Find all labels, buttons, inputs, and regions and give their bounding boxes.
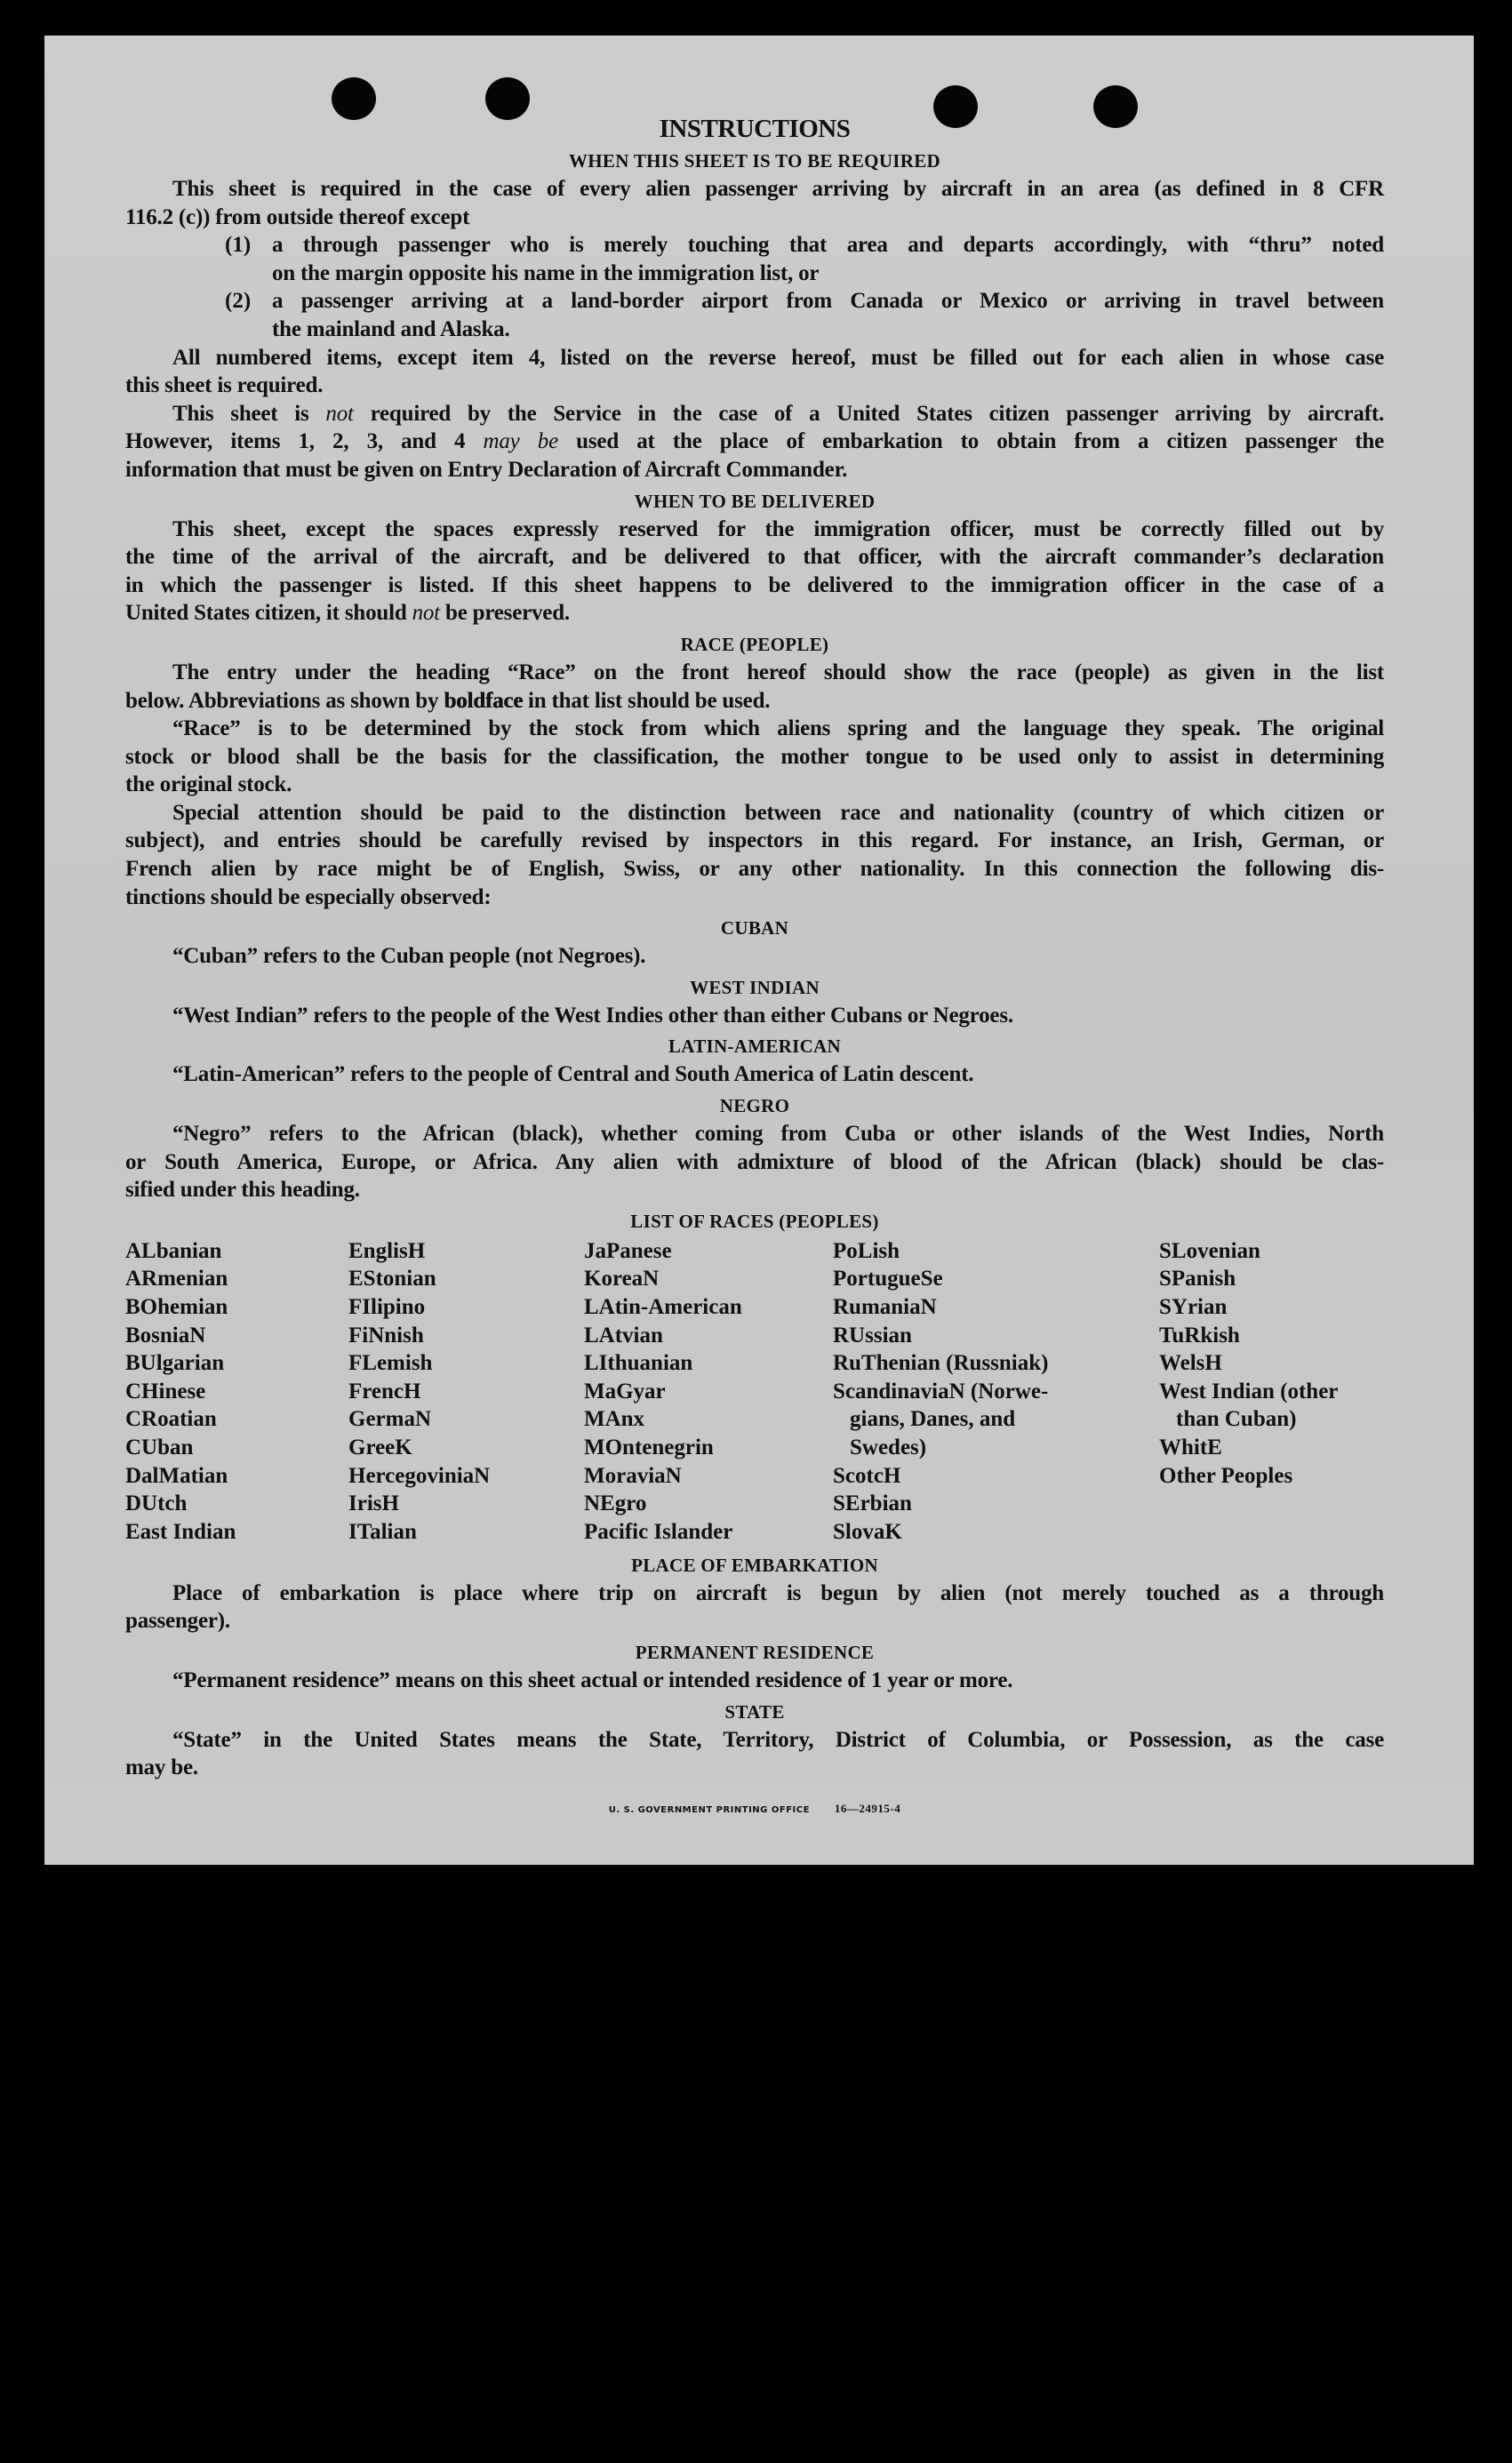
race-entry: BosniaN: [125, 1323, 206, 1347]
text-run: “State” in the United States means the State, Territory, District of Columbia, or Possession, as the case: [172, 1727, 1384, 1752]
italic-text: not: [325, 401, 354, 426]
text-line: [125, 204, 1384, 232]
race-entry: LIthuanian: [584, 1351, 693, 1376]
text-run: United States citizen, it should: [125, 601, 412, 626]
text-line: [272, 287, 1384, 316]
section-permanent-residence: [125, 1639, 1384, 1695]
text-run: sified under this heading.: [125, 1178, 360, 1203]
text-line: [125, 659, 1384, 687]
race-entry: BUlgarian: [125, 1351, 225, 1376]
text-line: [125, 1148, 1384, 1177]
italic-text: may be: [483, 429, 558, 454]
race-entry-line: ScandinaviaN (Norwe-: [833, 1379, 1049, 1403]
section-latin-american: [125, 1033, 1384, 1089]
text-line: [125, 543, 1384, 572]
race-entry: EStonian: [348, 1267, 436, 1291]
race-entry: HercegoviniaN: [348, 1463, 491, 1488]
text-run: “Cuban” refers to the Cuban people (not Negroes).: [172, 944, 646, 969]
text-line: [125, 1726, 1384, 1755]
race-entry-line: than Cuban): [1176, 1407, 1297, 1432]
paragraph: [125, 1579, 1384, 1635]
race-entry: CUban: [125, 1435, 194, 1459]
text-line: [125, 799, 1384, 828]
printer-imprint: [125, 1802, 1384, 1816]
race-entry: SErbian: [833, 1491, 912, 1516]
text-run: “Latin-American” refers to the people of Central and South America of Latin descent.: [172, 1062, 974, 1087]
section-list-of-races-peoples: [125, 1208, 1384, 1548]
race-entry: SLovenian: [1159, 1238, 1260, 1263]
paragraph: [125, 1667, 1384, 1695]
text-run: This sheet is: [172, 401, 326, 426]
text-run: subject), and entries should be carefully revised by inspectors in this regard. For instance, an Irish, German, or: [125, 828, 1384, 853]
text-line: [125, 855, 1384, 884]
text-run: All numbered items, except item 4, listed on the reverse hereof, must be filled out for each alien in whose case: [172, 345, 1384, 370]
race-entry: LAtin-American: [584, 1295, 742, 1319]
text-line: [125, 572, 1384, 600]
race-entry: FLemish: [348, 1351, 433, 1376]
race-entry: LAtvian: [584, 1323, 663, 1347]
text-line: [125, 344, 1384, 372]
race-entry-line: Swedes): [850, 1435, 927, 1459]
race-entry: MoraviaN: [584, 1463, 682, 1488]
paragraph: [125, 344, 1384, 400]
races-column: [1159, 1237, 1338, 1490]
text-line: [125, 1667, 1384, 1695]
races-column: [584, 1237, 742, 1547]
text-run: required by the Service in the case of a United States citizen passenger arriving by aircraft.: [353, 401, 1385, 426]
instruction-sheet: [44, 36, 1474, 1865]
text-line: [125, 428, 1384, 456]
section-heading: RACE (PEOPLE): [680, 633, 829, 655]
races-column: [833, 1237, 1048, 1547]
race-entry: East Indian: [125, 1519, 236, 1544]
text-line: [125, 687, 1384, 716]
paragraph: [125, 715, 1384, 799]
text-run: “Negro” refers to the African (black), whether coming from Cuba or other islands of the West Indies, North: [172, 1122, 1384, 1147]
text-line: [125, 1754, 1384, 1782]
paragraph: [125, 799, 1384, 911]
paragraph: [125, 1002, 1384, 1030]
text-run: or South America, Europe, or Africa. Any alien with admixture of blood of the African (black) should be clas-: [125, 1149, 1384, 1174]
section-heading: WEST INDIAN: [690, 976, 820, 998]
section-heading: PERMANENT RESIDENCE: [635, 1642, 875, 1663]
section-negro: [125, 1092, 1384, 1204]
text-line: [125, 456, 1384, 484]
race-entry: SYrian: [1159, 1295, 1228, 1319]
races-column: [125, 1237, 236, 1547]
text-run: “Race” is to be determined by the stock from which aliens spring and the language they speak. The original: [172, 716, 1384, 741]
race-entry: DUtch: [125, 1491, 188, 1516]
paragraph: [125, 516, 1384, 628]
form-code: 16—24915-4: [834, 1801, 901, 1815]
race-entry: FIlipino: [348, 1295, 426, 1319]
text-run: This sheet is required in the case of every alien passenger arriving by aircraft in an area (as defined in 8 CFR: [172, 177, 1384, 201]
section-state: [125, 1699, 1384, 1782]
text-line: [125, 175, 1384, 204]
race-entry: NEgro: [584, 1491, 647, 1516]
race-entry: RUssian: [833, 1323, 912, 1347]
page-title: INSTRUCTIONS: [659, 115, 851, 143]
text-run: stock or blood shall be the basis for the classification, the mother tongue to be used only to assist in determining: [125, 744, 1384, 769]
boldface-text: boldface: [444, 688, 523, 713]
race-entry: CHinese: [125, 1379, 206, 1403]
paragraph: [125, 659, 1384, 715]
section-when-to-be-delivered: [125, 488, 1384, 628]
text-line: [125, 771, 1384, 799]
text-line: [125, 1002, 1384, 1030]
races-list: [125, 1237, 1384, 1548]
race-entry: PoLish: [833, 1238, 900, 1263]
race-entry: TuRkish: [1159, 1323, 1240, 1347]
text-run: this sheet is required.: [125, 373, 324, 398]
sections: [125, 148, 1384, 1782]
text-line: [125, 599, 1384, 628]
race-entry: [833, 1378, 1048, 1462]
section-heading: CUBAN: [720, 917, 789, 940]
race-entry: FrencH: [348, 1379, 421, 1403]
text-run: tinctions should be especially observed:: [125, 884, 492, 909]
race-entry: ScotcH: [833, 1463, 901, 1488]
race-entry: PortugueSe: [833, 1267, 943, 1291]
race-entry: MaGyar: [584, 1379, 666, 1403]
text-line: [125, 1176, 1384, 1204]
list-item: [125, 287, 1384, 343]
text-run: used at the place of embarkation to obtain from a citizen passenger the: [557, 429, 1384, 454]
section-heading: LATIN-AMERICAN: [668, 1036, 841, 1058]
race-entry: [1159, 1378, 1338, 1434]
section-cuban: [125, 915, 1384, 971]
race-entry: ITalian: [348, 1519, 417, 1544]
text-run: 116.2 (c)) from outside thereof except: [125, 204, 470, 229]
section-place-of-embarkation: [125, 1552, 1384, 1635]
race-entry: RuThenian (Russniak): [833, 1351, 1049, 1376]
text-line: [125, 372, 1384, 400]
text-line: [272, 231, 1384, 260]
text-line: [125, 516, 1384, 544]
race-entry: EnglisH: [348, 1238, 426, 1263]
text-run: a passenger arriving at a land-border airport from Canada or Mexico or arriving in travel between: [272, 289, 1384, 314]
text-line: [125, 1579, 1384, 1608]
text-run: a through passenger who is merely touching that area and departs accordingly, with “thru” noted: [272, 233, 1384, 258]
printer-name: U. S. GOVERNMENT PRINTING OFFICE: [608, 1804, 810, 1815]
text-run: Place of embarkation is place where trip on aircraft is begun by alien (not merely touched as a through: [172, 1580, 1384, 1605]
section-heading: WHEN TO BE DELIVERED: [634, 490, 876, 512]
race-entry: JaPanese: [584, 1238, 672, 1263]
race-entry: Pacific Islander: [584, 1519, 733, 1544]
race-entry: GreeK: [348, 1435, 412, 1459]
text-line: [125, 400, 1384, 428]
text-line: [125, 743, 1384, 772]
text-run: in which the passenger is listed. If this sheet happens to be delivered to the immigration officer in the case of a: [125, 572, 1384, 597]
race-entry: MOntenegrin: [584, 1435, 714, 1459]
text-run: The entry under the heading “Race” on the front hereof should show the race (people) as given in the list: [172, 660, 1384, 684]
item-number: (2): [225, 289, 252, 314]
paragraph: [125, 1060, 1384, 1089]
text-run: However, items 1, 2, 3, and 4: [125, 429, 484, 454]
text-run: on the margin opposite his name in the immigration list, or: [272, 260, 820, 285]
document-body: [125, 114, 1384, 1816]
text-line: [125, 1060, 1384, 1089]
item-number: (1): [225, 233, 252, 258]
races-column: [348, 1237, 490, 1547]
race-entry: FiNnish: [348, 1323, 424, 1347]
section-race-people: [125, 631, 1384, 911]
text-line: [125, 1607, 1384, 1635]
section-heading: STATE: [724, 1700, 785, 1723]
race-entry: IrisH: [348, 1491, 399, 1516]
section-west-indian: [125, 974, 1384, 1030]
section-heading: PLACE OF EMBARKATION: [631, 1554, 878, 1576]
race-entry: WelsH: [1159, 1351, 1222, 1376]
race-entry: SlovaK: [833, 1519, 902, 1544]
text-run: the time of the arrival of the aircraft, and be delivered to that officer, with the aircraft commander’s declaration: [125, 545, 1384, 570]
race-entry: RumaniaN: [833, 1295, 937, 1319]
text-run: information that must be given on Entry Declaration of Aircraft Commander.: [125, 457, 848, 482]
text-run: French alien by race might be of English, Swiss, or any other nationality. In this connection the following dis-: [125, 857, 1384, 882]
text-run: below. Abbreviations as shown by: [125, 688, 444, 713]
race-entry: SPanish: [1159, 1267, 1236, 1291]
race-entry-line: West Indian (other: [1159, 1379, 1339, 1403]
section-heading: LIST OF RACES (PEOPLES): [630, 1210, 879, 1232]
race-entry: DalMatian: [125, 1463, 228, 1488]
section-when-this-sheet-is-to-be-required: [125, 148, 1384, 484]
text-line: [125, 827, 1384, 855]
text-run: passenger).: [125, 1609, 230, 1634]
text-line: [272, 260, 1384, 288]
race-entry: BOhemian: [125, 1295, 228, 1319]
italic-text: not: [412, 601, 440, 626]
paragraph: [125, 400, 1384, 484]
text-run: may be.: [125, 1755, 198, 1780]
section-heading: WHEN THIS SHEET IS TO BE REQUIRED: [568, 150, 940, 172]
paragraph: [125, 1726, 1384, 1782]
text-line: [125, 715, 1384, 743]
paragraph: [125, 175, 1384, 231]
text-line: [272, 316, 1384, 344]
text-run: be preserved.: [439, 601, 570, 626]
paragraph: [125, 1120, 1384, 1204]
text-line: [125, 1120, 1384, 1148]
text-run: This sheet, except the spaces expressly reserved for the immigration officer, must be correctly filled out by: [172, 516, 1384, 541]
race-entry: CRoatian: [125, 1407, 217, 1432]
text-line: [125, 884, 1384, 912]
race-entry: Other Peoples: [1159, 1463, 1293, 1488]
race-entry-line: gians, Danes, and: [850, 1407, 1016, 1432]
race-entry: GermaN: [348, 1407, 432, 1432]
race-entry: WhitE: [1159, 1435, 1222, 1459]
text-run: the mainland and Alaska.: [272, 316, 510, 341]
text-run: in that list should be used.: [523, 688, 771, 713]
text-run: “Permanent residence” means on this sheet actual or intended residence of 1 year or more.: [172, 1668, 1013, 1692]
race-entry: KoreaN: [584, 1267, 660, 1291]
text-run: “West Indian” refers to the people of the West Indies other than either Cubans or Negroes.: [172, 1003, 1013, 1028]
section-heading: NEGRO: [719, 1095, 790, 1117]
race-entry: ARmenian: [125, 1267, 228, 1291]
text-line: [125, 942, 1384, 971]
text-run: Special attention should be paid to the distinction between race and nationality (country of which citizen or: [172, 800, 1384, 825]
paragraph: [125, 942, 1384, 971]
list-item: [125, 231, 1384, 287]
race-entry: MAnx: [584, 1407, 645, 1432]
text-run: the original stock.: [125, 772, 292, 797]
race-entry: ALbanian: [125, 1238, 222, 1263]
